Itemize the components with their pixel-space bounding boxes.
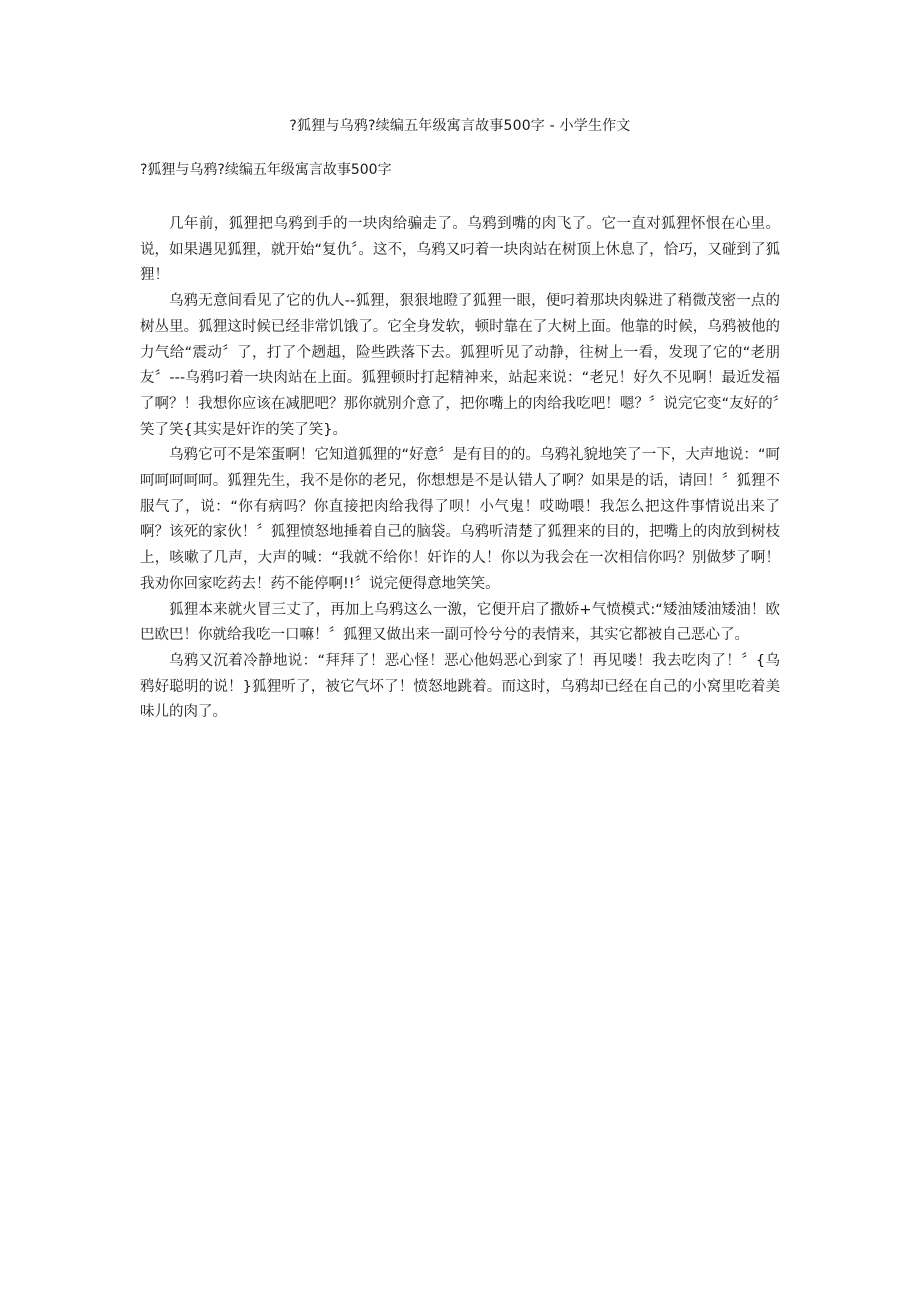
story-paragraph: 几年前，狐狸把乌鸦到手的一块肉给骗走了。乌鸦到嘴的肉飞了。它一直对狐狸怀恨在心里。说，如果遇见狐狸，就开始“复仇〞。这不，乌鸦又叼着一块肉站在树顶上休息了，恰巧，又碰到了狐狸！	[140, 216, 780, 284]
document-title: ?狐狸与乌鸦?续编五年级寓言故事500字 - 小学生作文	[289, 118, 631, 134]
story-paragraph: 乌鸦无意间看见了它的仇人--狐狸，狠狠地瞪了狐狸一眼，便叼着那块肉躲进了稍微茂密一点的树丛里。狐狸这时候已经非常饥饿了。它全身发软，顿时靠在了大树上面。他靠的时候，乌鸦被他的力气给“震动〞了，打了个趔趄，险些跌落下去。狐狸听见了动静，往树上一看，发现了它的“老朋友〞---乌鸦叼着一块肉站在上面。狐狸顿时打起精神来，站起来说：“老兄！好久不见啊！最近发福了啊？！我想你应该在减肥吧？那你就别介意了，把你嘴上的肉给我吃吧！嗯？〞说完它变“友好的〞笑了笑{其实是奸诈的笑了笑}。	[140, 293, 780, 438]
story-paragraph: 乌鸦又沉着冷静地说：“拜拜了！恶心怪！恶心他妈恶心到家了！再见喽！我去吃肉了！〞{乌鸦好聪明的说！}狐狸听了，被它气坏了！愤怒地跳着。而这时，乌鸦却已经在自己的小窝里吃着美味儿的肉了。	[140, 652, 780, 721]
story-paragraph: 狐狸本来就火冒三丈了，再加上乌鸦这么一激，它便开启了撒娇+气愤模式:“矮油矮油矮油！欧巴欧巴！你就给我吃一口嘛！〞狐狸又做出来一副可怜兮兮的表情来，其实它都被自己恶心了。	[140, 601, 780, 644]
story-heading: ?狐狸与乌鸦?续编五年级寓言故事500字	[140, 162, 392, 178]
story-paragraph: 乌鸦它可不是笨蛋啊！它知道狐狸的“好意〞是有目的的。乌鸦礼貌地笑了一下，大声地说：“呵呵呵呵呵呵。狐狸先生，我不是你的老兄，你想想是不是认错人了啊？如果是的话，请回！〞狐狸不服气了，说：“你有病吗？你直接把肉给我得了呗！小气鬼！哎呦喂！我怎么把这件事情说出来了啊？该死的家伙！〞狐狸愤怒地捶着自己的脑袋。乌鸦听清楚了狐狸来的目的，把嘴上的肉放到树枝上，咳嗽了几声，大声的喊：“我就不给你！奸诈的人！你以为我会在一次相信你吗？别做梦了啊！我劝你回家吃药去！药不能停啊!!〞说完便得意地笑笑。	[140, 447, 780, 592]
story-body	[140, 212, 780, 726]
